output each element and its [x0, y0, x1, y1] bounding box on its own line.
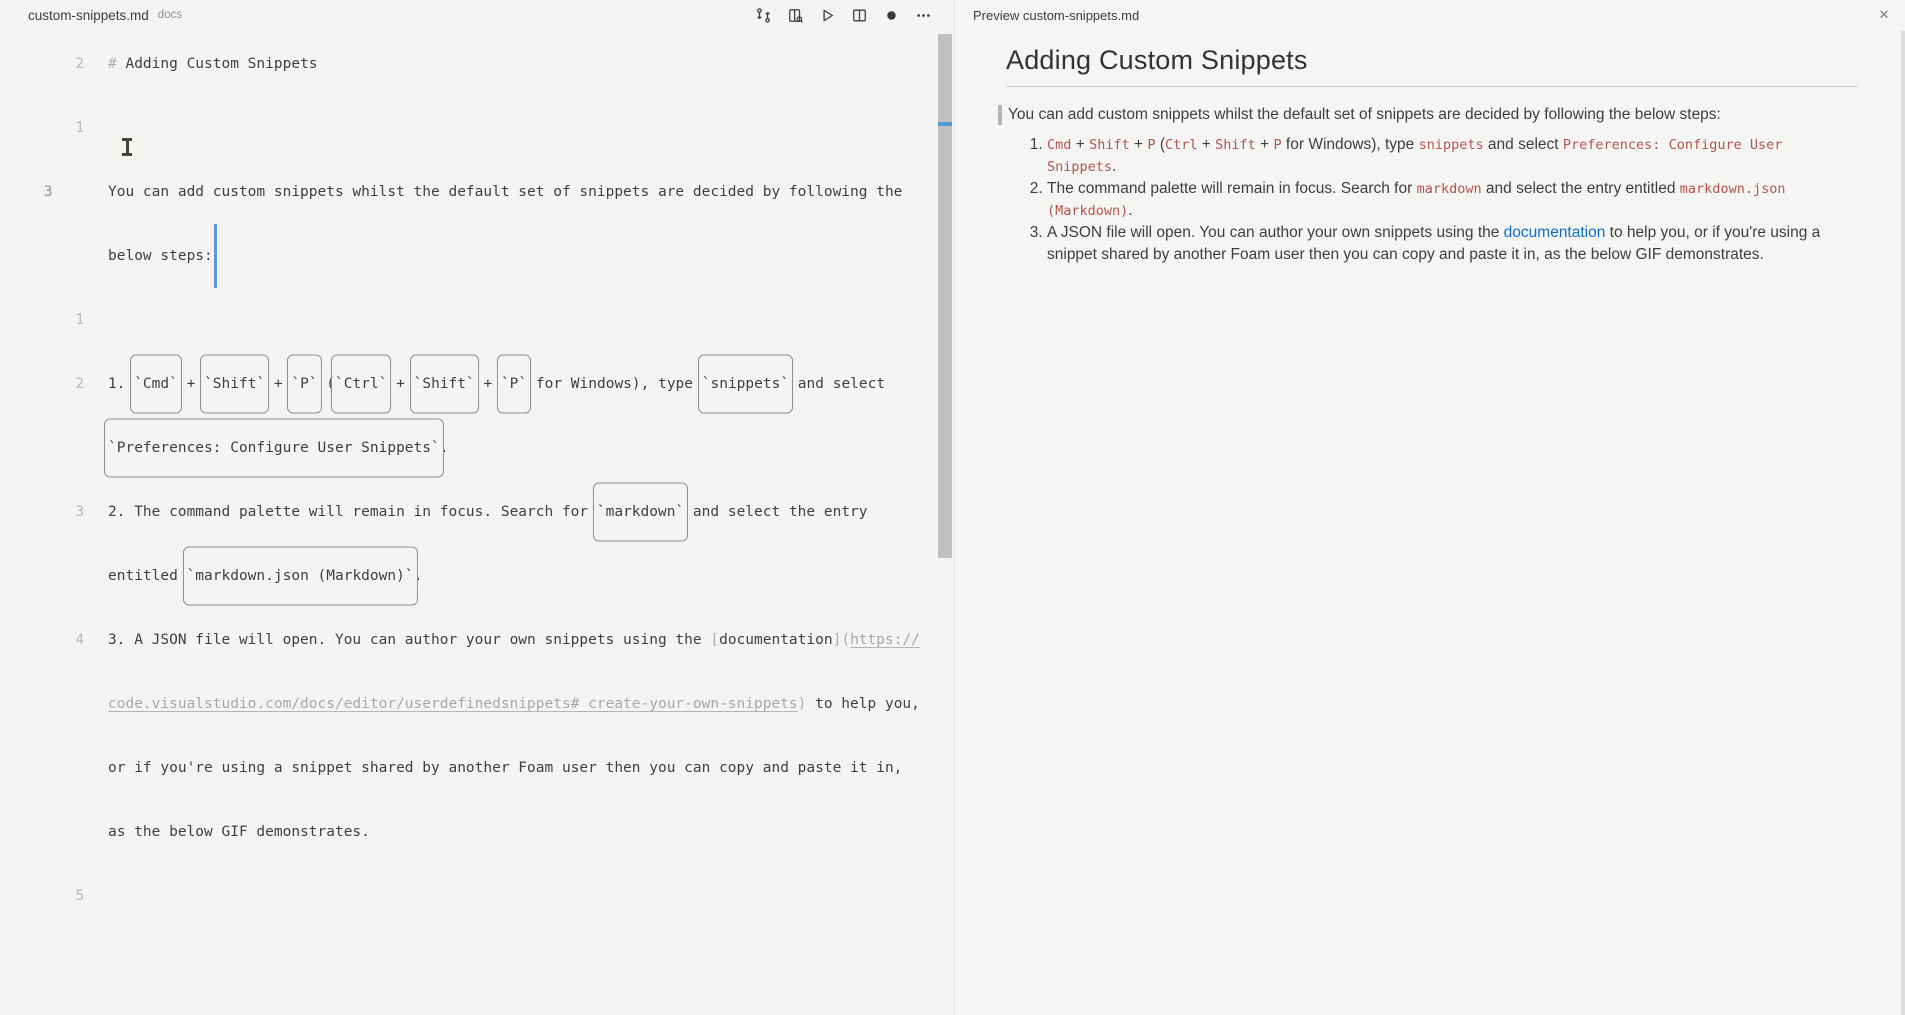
editor-line-text: [108, 736, 902, 800]
text-segment: (: [317, 376, 336, 392]
editor-tab-folder: docs: [157, 9, 183, 21]
editor-line-text: [108, 672, 920, 736]
text-segment: documentation: [719, 632, 833, 648]
preview-title-bar: [956, 0, 1905, 30]
preview-ordered-list: [1006, 134, 1858, 266]
text-segment: +: [177, 376, 205, 392]
line-number: [0, 416, 84, 480]
preview-content: [1006, 30, 1858, 266]
unsaved-changes-icon[interactable]: [883, 7, 900, 24]
text-segment: ): [797, 696, 807, 712]
text-segment: Adding Custom Snippets: [125, 56, 318, 72]
line-number: 3: [44, 184, 53, 200]
editor-actions-toolbar: [755, 0, 932, 30]
text-segment: [: [710, 632, 720, 648]
text-segment: +: [265, 376, 292, 392]
text-segment: #: [108, 56, 126, 72]
text-segment: and select the entry entitled: [1481, 180, 1680, 197]
preview-list-item: [1047, 178, 1858, 222]
text-segment: and select the entry: [684, 504, 868, 520]
editor-line[interactable]: [0, 800, 934, 864]
text-segment: +: [387, 376, 414, 392]
preview-code-span: Preferences: Configure User Snippets: [1047, 137, 1783, 175]
text-segment: .: [413, 568, 423, 584]
editor-line[interactable]: [0, 416, 934, 480]
preview-code-span: Shift: [1215, 137, 1256, 153]
editor-line-text: [108, 608, 920, 672]
split-editor-icon[interactable]: [851, 7, 868, 24]
preview-code-span: Ctrl: [1164, 137, 1198, 153]
text-segment: and select: [1483, 136, 1563, 153]
text-segment: as the below GIF demonstrates.: [108, 824, 370, 840]
preview-code-span: markdown.json (Markdown): [1047, 181, 1786, 219]
inline-code-span: `Cmd`: [134, 352, 178, 416]
open-preview-icon[interactable]: [787, 7, 804, 24]
text-segment: +: [1197, 136, 1216, 153]
text-segment: to help you,: [806, 696, 920, 712]
line-number: 2: [75, 376, 84, 392]
text-segment: The command palette will remain in focus. Search for: [1047, 180, 1417, 197]
text-segment: or if you're using a snippet shared by another Foam user then you can copy and paste it in,: [108, 760, 903, 776]
editor-line[interactable]: [0, 864, 934, 928]
preview-code-span: P: [1273, 137, 1282, 153]
text-segment: +: [1129, 136, 1148, 153]
editor-line[interactable]: [0, 544, 934, 608]
line-number: [0, 544, 84, 608]
editor-line-text: [108, 32, 318, 96]
editor-line-text: [108, 160, 902, 224]
inline-code-span: `P`: [501, 352, 527, 416]
mouse-ibeam-cursor: [121, 136, 133, 158]
inline-code-span: `Preferences: Configure User Snippets`: [108, 416, 440, 480]
editor-line[interactable]: [0, 288, 934, 352]
text-segment: You can add custom snippets whilst the default set of snippets are decided by following the: [108, 184, 903, 200]
text-segment: 2. The command palette will remain in focus. Search for: [108, 504, 597, 520]
preview-heading: Adding Custom Snippets: [1006, 43, 1858, 87]
link-url[interactable]: https://: [850, 632, 920, 648]
text-segment: +: [1255, 136, 1274, 153]
editor-line[interactable]: [0, 352, 934, 416]
line-number: 2: [75, 56, 84, 72]
overview-ruler-cursor-mark: [938, 122, 952, 126]
more-actions-icon[interactable]: [915, 7, 932, 24]
editor-line-text: [108, 224, 217, 288]
text-segment: 3. A JSON file will open. You can author your own snippets using the: [108, 632, 711, 648]
text-segment: entitled: [108, 568, 187, 584]
preview-list-item: [1047, 134, 1858, 178]
preview-code-span: Cmd: [1047, 137, 1072, 153]
editor-line[interactable]: [0, 672, 934, 736]
line-number: [0, 224, 84, 288]
preview-list-item: [1047, 222, 1858, 266]
editor-line-text: [108, 800, 370, 864]
text-segment: A JSON file will open. You can author your own snippets using the: [1047, 224, 1504, 241]
text-segment: .: [439, 440, 449, 456]
line-number: 1: [75, 312, 84, 328]
text-segment: +: [1071, 136, 1090, 153]
preview-code-span: snippets: [1418, 137, 1484, 153]
inline-code-span: `Ctrl`: [335, 352, 387, 416]
text-segment: (: [1155, 136, 1165, 153]
text-segment: and select: [789, 376, 886, 392]
editor-line-text: [108, 416, 448, 480]
editor-line[interactable]: [0, 480, 934, 544]
text-segment: 1.: [108, 376, 135, 392]
inline-code-span: `snippets`: [702, 352, 789, 416]
text-segment: +: [474, 376, 501, 392]
preview-tab-title[interactable]: Preview custom-snippets.md: [973, 7, 1140, 23]
editor-line-text: [108, 544, 422, 608]
open-changes-icon[interactable]: [755, 7, 772, 24]
line-number: 3: [75, 504, 84, 520]
preview-code-span: Shift: [1089, 137, 1130, 153]
preview-scrollbar[interactable]: [1901, 31, 1905, 1015]
inline-code-span: `Shift`: [414, 352, 475, 416]
close-icon[interactable]: ✕: [1878, 7, 1890, 22]
text-segment: ](: [832, 632, 851, 648]
editor-scrollbar-thumb[interactable]: [938, 34, 952, 558]
active-element-marker: [998, 105, 1002, 125]
inline-code-span: `Shift`: [204, 352, 265, 416]
preview-paragraph: [1008, 104, 1858, 125]
text-segment: to help you, or if you're using a snippet shared by another Foam user then you can copy and paste it in, as the below GIF demonstrates.: [1047, 224, 1821, 263]
editor-line-text: [108, 352, 885, 416]
text-segment: below steps:: [108, 248, 213, 264]
text-cursor: [214, 224, 217, 288]
link-url[interactable]: code.visualstudio.com/docs/editor/userdefinedsnippets#_create-your-own-snippets: [108, 696, 798, 712]
editor-line[interactable]: [0, 96, 934, 160]
preview-code-span: markdown: [1416, 181, 1482, 197]
run-icon[interactable]: [819, 7, 836, 24]
preview-paragraph-text: You can add custom snippets whilst the default set of snippets are decided by following the below steps:: [1008, 106, 1721, 123]
editor-line-text: [108, 480, 868, 544]
inline-code-span: `markdown.json (Markdown)`: [187, 544, 414, 608]
editor-line[interactable]: [0, 608, 934, 672]
line-number: 4: [75, 632, 84, 648]
editor-line[interactable]: [0, 160, 934, 224]
preview-code-span: P: [1147, 137, 1156, 153]
editor-line[interactable]: [0, 224, 934, 288]
inline-code-span: `markdown`: [597, 480, 684, 544]
inline-code-span: `P`: [291, 352, 317, 416]
line-number: [0, 736, 84, 800]
text-segment: .: [1128, 202, 1133, 219]
editor-line[interactable]: [0, 736, 934, 800]
markdown-preview-pane: [956, 0, 1905, 1015]
editor-line[interactable]: [0, 32, 934, 96]
line-number: [0, 672, 84, 736]
text-segment: for Windows), type: [527, 376, 702, 392]
line-number: 5: [75, 888, 84, 904]
text-segment: for Windows), type: [1281, 136, 1419, 153]
line-number: 1: [75, 120, 84, 136]
editor-content: [0, 32, 934, 928]
text-segment: .: [1112, 158, 1117, 175]
editor-tab-filename[interactable]: custom-snippets.md: [28, 7, 149, 23]
documentation-link[interactable]: documentation: [1503, 224, 1606, 241]
line-number: [0, 800, 84, 864]
